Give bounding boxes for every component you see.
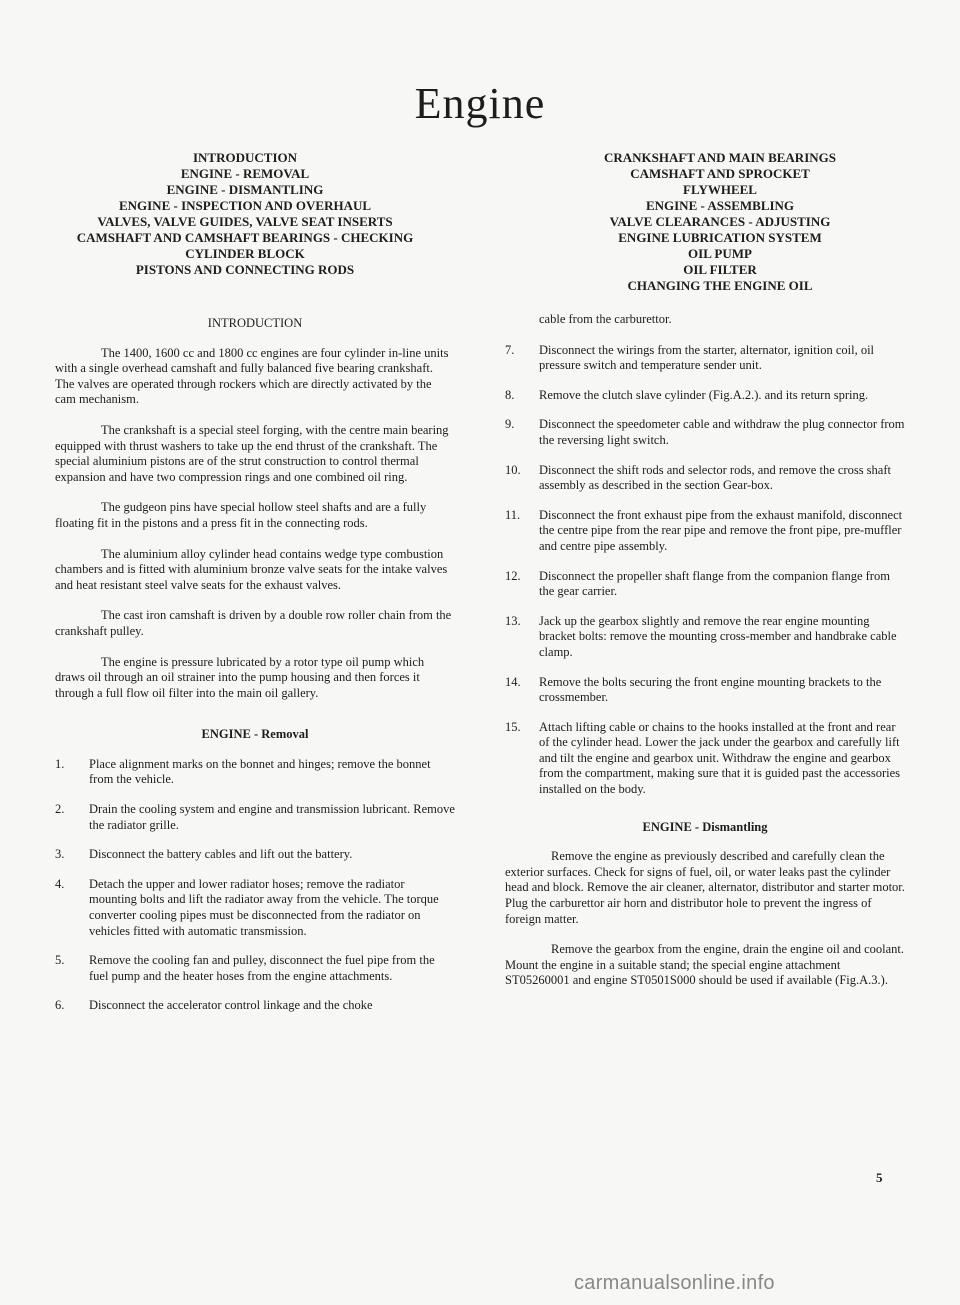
removal-step bbox=[55, 877, 455, 939]
removal-step bbox=[505, 343, 905, 374]
contents-item: CRANKSHAFT AND MAIN BEARINGS bbox=[604, 150, 836, 165]
removal-step bbox=[505, 463, 905, 494]
step-number: 6. bbox=[55, 998, 65, 1013]
left-column bbox=[55, 316, 455, 1028]
intro-paragraph: The cast iron camshaft is driven by a double row roller chain from the crankshaft pulley. bbox=[55, 608, 452, 638]
dismantling-paragraph: Remove the engine as previously described and carefully clean the exterior surfaces. Check for signs of fuel, oil, or water leaks past the cylinder head and block. Remove the air cleaner, alternator, distributor and starter motor. Plug the carburettor air horn and distributor hole to prevent the ingress of foreign matter. bbox=[505, 849, 905, 926]
removal-step bbox=[55, 953, 455, 984]
step-continuation: cable from the carburettor. bbox=[539, 312, 672, 326]
right-column bbox=[505, 312, 905, 1004]
removal-step bbox=[505, 569, 905, 600]
step-number: 15. bbox=[505, 719, 521, 734]
step-number: 11. bbox=[505, 507, 521, 522]
contents-item: ENGINE LUBRICATION SYSTEM bbox=[618, 230, 822, 245]
contents-list-right bbox=[520, 150, 920, 294]
step-number: 3. bbox=[55, 847, 65, 862]
step-text: Disconnect the battery cables and lift out the battery. bbox=[89, 847, 353, 862]
contents-item: ENGINE - INSPECTION AND OVERHAUL bbox=[118, 198, 372, 213]
step-number: 12. bbox=[505, 568, 521, 583]
removal-step bbox=[505, 417, 905, 448]
step-text: Disconnect the speedometer cable and withdraw the plug connector from the reversing light switch. bbox=[539, 417, 905, 447]
contents-item: OIL FILTER bbox=[683, 262, 757, 277]
step-number: 8. bbox=[505, 387, 515, 402]
watermark: carmanualsonline.info bbox=[574, 1272, 775, 1294]
step-text: Disconnect the accelerator control linkage and the choke bbox=[89, 998, 373, 1013]
step-text: Disconnect the wirings from the starter, alternator, ignition coil, oil pressure switch and temperature sender unit. bbox=[539, 342, 875, 373]
removal-step bbox=[55, 802, 455, 833]
removal-heading: ENGINE - Removal bbox=[201, 727, 309, 742]
removal-step bbox=[55, 998, 455, 1014]
contents-item: ENGINE - ASSEMBLING bbox=[645, 198, 795, 213]
step-text: Remove the bolts securing the front engine mounting brackets to the crossmember. bbox=[539, 674, 882, 705]
removal-step bbox=[505, 675, 905, 706]
step-text: Disconnect the front exhaust pipe from the exhaust manifold, disconnect the centre pipe from the rear pipe and remove the front pipe, pre-muffler and centre pipe assembly. bbox=[539, 507, 903, 553]
removal-step bbox=[505, 720, 905, 798]
intro-paragraph: The gudgeon pins have special hollow steel shafts and are a fully floating fit in the pistons and a press fit in the connecting rods. bbox=[55, 500, 427, 530]
contents-item: PISTONS AND CONNECTING RODS bbox=[135, 262, 355, 277]
removal-step bbox=[55, 757, 455, 788]
step-number: 5. bbox=[55, 953, 65, 968]
intro-paragraph: The 1400, 1600 cc and 1800 cc engines are four cylinder in-line units with a single overhead camshaft and fully balanced five bearing crankshaft. The valves are operated through rockers which are directly activated by the cam mechanism. bbox=[55, 345, 449, 407]
step-text: Detach the upper and lower radiator hoses; remove the radiator mounting bolts and lift the radiator away from the vehicle. The torque converter cooling pipes must be disconnected from the radiator on vehicles fitted with automatic transmission. bbox=[89, 876, 439, 938]
dismantling-paragraph: Remove the gearbox from the engine, drain the engine oil and coolant. Mount the engine in a suitable stand; the special engine attachment ST05260001 and engine ST0501S000 should be used if available (Fig.A.3.). bbox=[505, 942, 905, 988]
intro-paragraph: The crankshaft is a special steel forging, with the centre main bearing equipped with thrust washers to take up the end thrust of the crankshaft. The special aluminium pistons are of the strut construction to control thermal expansion and have two compression rings and one combined oil ring. bbox=[55, 422, 449, 484]
intro-paragraph: The engine is pressure lubricated by a rotor type oil pump which draws oil through an oil strainer into the pump housing and then forces it through a full flow oil filter into the main oil gallery. bbox=[55, 654, 425, 700]
contents-item: ENGINE - DISMANTLING bbox=[166, 182, 324, 197]
dismantling-heading: ENGINE - Dismantling bbox=[642, 819, 768, 834]
page-number: 5 bbox=[876, 1170, 883, 1185]
step-text: Remove the clutch slave cylinder (Fig.A.2.). and its return spring. bbox=[539, 387, 869, 402]
step-number: 13. bbox=[505, 613, 521, 628]
removal-step bbox=[505, 388, 905, 404]
step-number: 1. bbox=[55, 756, 65, 771]
step-text: Drain the cooling system and engine and transmission lubricant. Remove the radiator grille. bbox=[89, 802, 455, 832]
contents-item: CYLINDER BLOCK bbox=[185, 246, 305, 261]
step-text: Disconnect the shift rods and selector rods, and remove the cross shaft assembly as described in the section Gear-box. bbox=[539, 462, 891, 493]
step-number: 14. bbox=[505, 674, 521, 689]
step-number: 10. bbox=[505, 462, 521, 477]
contents-item: VALVES, VALVE GUIDES, VALVE SEAT INSERTS bbox=[97, 214, 393, 229]
step-text: Disconnect the propeller shaft flange from the companion flange from the gear carrier. bbox=[539, 568, 890, 599]
introduction-heading: INTRODUCTION bbox=[207, 316, 303, 330]
page-title: Engine bbox=[414, 79, 546, 128]
intro-paragraph: The aluminium alloy cylinder head contains wedge type combustion chambers and is fitted with aluminium bronze valve seats for the intake valves and heat resistant steel valve seats for the exhaust valves. bbox=[55, 546, 448, 592]
contents-item: CAMSHAFT AND CAMSHAFT BEARINGS - CHECKING bbox=[76, 230, 414, 245]
contents-item: CAMSHAFT AND SPROCKET bbox=[630, 166, 810, 181]
contents-item: FLYWHEEL bbox=[683, 182, 757, 197]
step-number: 9. bbox=[505, 417, 515, 432]
contents-item: ENGINE - REMOVAL bbox=[180, 166, 310, 181]
step-text: Remove the cooling fan and pulley, disconnect the fuel pipe from the fuel pump and the heater hoses from the engine attachments. bbox=[89, 953, 435, 983]
removal-step bbox=[505, 508, 905, 555]
removal-step bbox=[505, 614, 905, 661]
contents-item: VALVE CLEARANCES - ADJUSTING bbox=[609, 214, 831, 229]
contents-item: CHANGING THE ENGINE OIL bbox=[627, 278, 813, 293]
step-text: Place alignment marks on the bonnet and hinges; remove the bonnet from the vehicle. bbox=[89, 756, 431, 787]
contents-item: INTRODUCTION bbox=[192, 150, 297, 165]
step-text: Attach lifting cable or chains to the hooks installed at the front and rear of the cylinder head. Lower the jack under the gearbox and carefully lift and tilt the engine and gearbox unit. Withdraw the engine and gearbox from the compartment, making sure that it is guided past the accessories installed on the body. bbox=[539, 719, 901, 797]
step-number: 2. bbox=[55, 802, 65, 817]
step-text: Jack up the gearbox slightly and remove the rear engine mounting bracket bolts: remove the mounting cross-member and handbrake cable clamp. bbox=[539, 613, 897, 659]
contents-item: OIL PUMP bbox=[688, 246, 752, 261]
contents-list-left bbox=[55, 150, 435, 278]
removal-step bbox=[55, 847, 455, 863]
step-number: 7. bbox=[505, 342, 515, 357]
step-number: 4. bbox=[55, 876, 65, 891]
